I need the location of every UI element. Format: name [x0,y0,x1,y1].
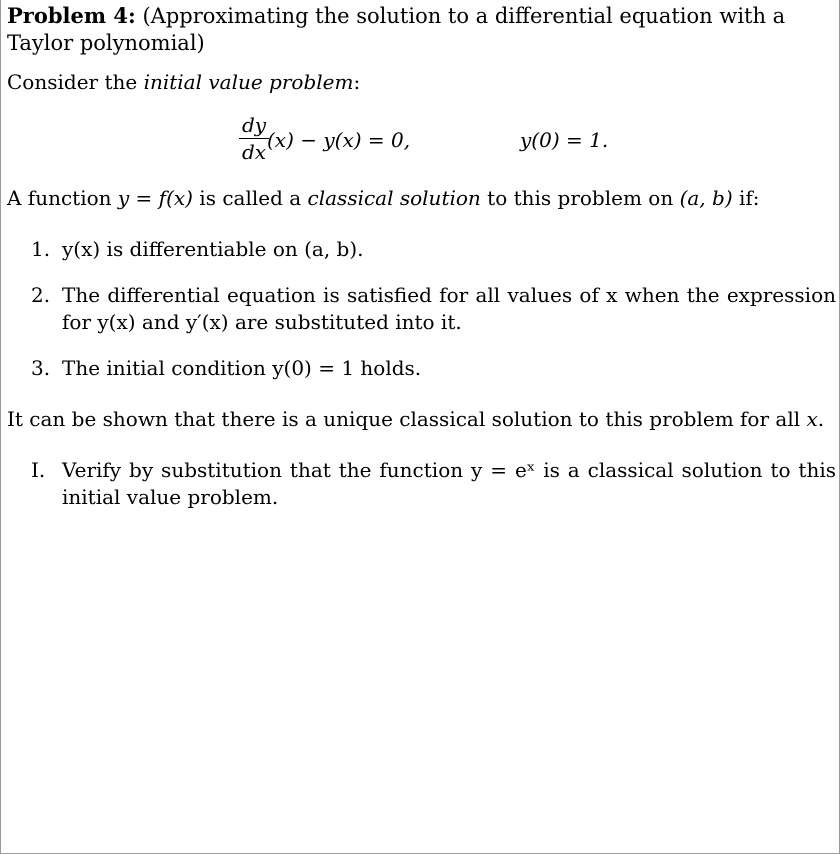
definition-middle2: to this problem on [480,186,680,210]
problem-label: Problem 4: [7,3,136,28]
problem-heading [7,2,835,57]
list-marker: 2. [31,283,51,307]
display-equation [1,113,840,173]
intro-prefix: Consider the [7,70,144,94]
list-marker: 3. [31,356,51,380]
list-item-text: The initial condition y(0) = 1 holds. [62,356,422,380]
definition-prefix: A function [7,186,118,210]
definition-interval: (a, b) [679,186,733,210]
fraction-numerator: dy [241,113,267,137]
list-item-text: Verify by substitution that the function y = eˣ is a classical solution to this initial value problem. [62,458,836,509]
list-item-text: y(x) is differentiable on (a, b). [62,237,364,261]
uniqueness-variable: x [806,407,818,431]
intro-suffix: : [353,70,361,94]
fraction-bar [239,138,269,139]
definition-middle: is called a [192,186,308,210]
definition-emphasis: classical solution [307,186,481,210]
problem-title: (Approximating the solution to a differential equation with a Taylor polynomial) [7,4,786,55]
list-marker: 1. [31,237,51,261]
initial-condition: y(0) = 1. [520,128,609,152]
uniqueness-paragraph [7,406,824,432]
list-item-text: The differential equation is satisfied for all values of x when the expression for y(x) and y′(x) are substituted into it. [62,283,836,334]
uniqueness-suffix: . [817,407,825,431]
definition-function: y = f(x) [117,186,193,210]
uniqueness-prefix: It can be shown that there is a unique classical solution to this problem for all [7,407,807,431]
intro-emphasis: initial value problem [143,70,354,94]
derivative-fraction [239,113,269,164]
definition-suffix: if: [732,186,760,210]
equation-lhs: (x) − y(x) = 0, [267,128,411,152]
intro-paragraph [7,69,360,95]
list-marker: I. [31,458,46,482]
fraction-denominator: dx [241,140,267,164]
definition-paragraph [7,185,760,211]
